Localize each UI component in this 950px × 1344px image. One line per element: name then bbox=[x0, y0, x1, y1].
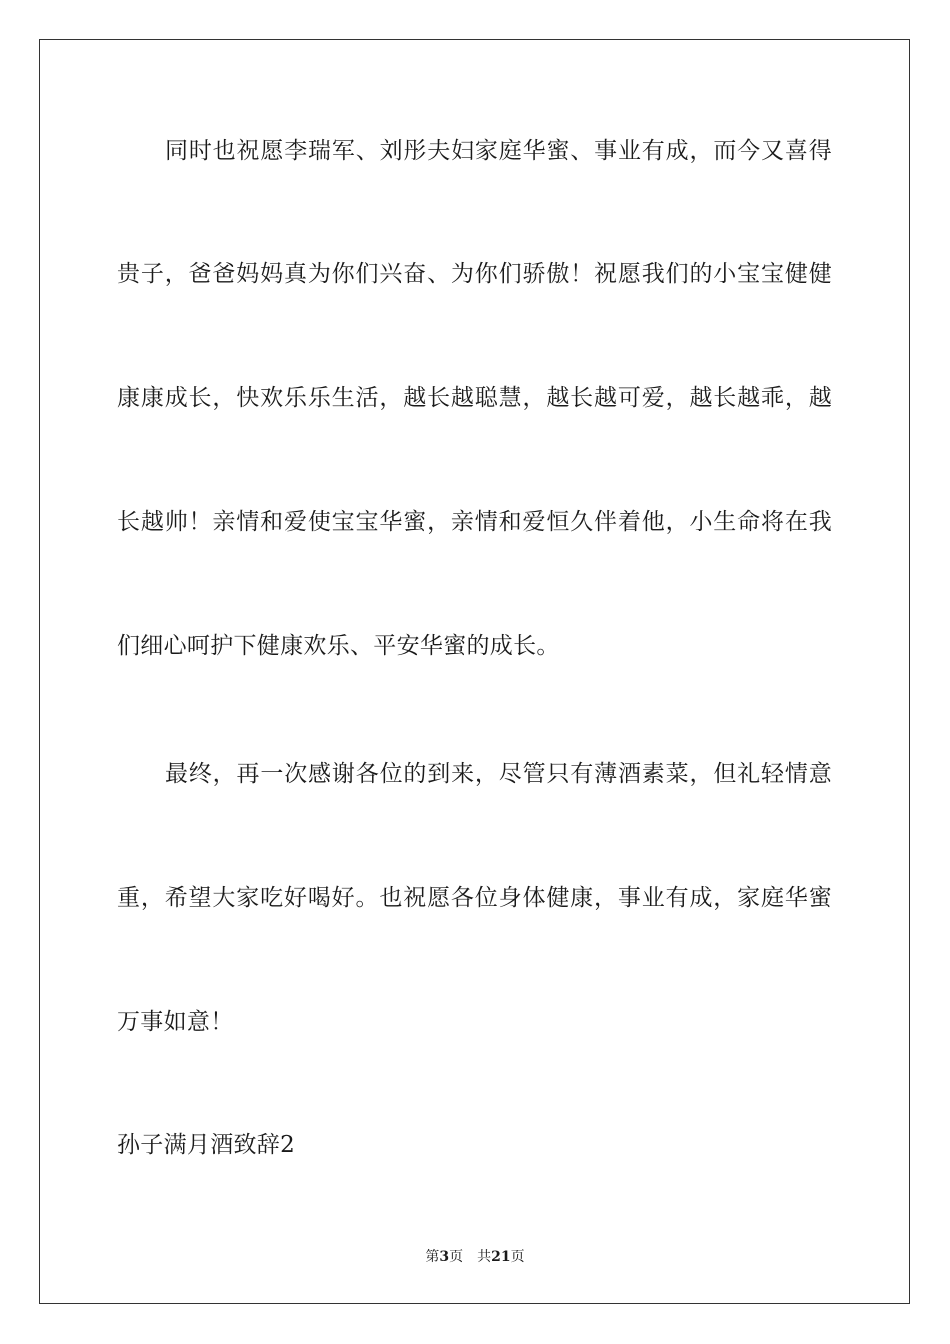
footer-page-suffix: 页 bbox=[449, 1249, 464, 1265]
page-footer bbox=[0, 1247, 950, 1267]
page-frame bbox=[39, 39, 910, 1304]
paragraph-1-line-1: 同时也祝愿李瑞军、刘彤夫妇家庭华蜜、事业有成，而今又喜得 bbox=[165, 138, 832, 164]
section-heading: 孙子满月酒致辞2 bbox=[117, 1132, 296, 1158]
footer-total-suffix: 页 bbox=[510, 1249, 525, 1265]
paragraph-2-line-2: 重，希望大家吃好喝好。也祝愿各位身体健康，事业有成，家庭华蜜 bbox=[117, 885, 832, 911]
footer-page-prefix: 第 bbox=[425, 1249, 440, 1265]
footer-total-prefix: 共 bbox=[477, 1249, 492, 1265]
footer-total-number: 21 bbox=[491, 1249, 511, 1265]
paragraph-1-line-2: 贵子，爸爸妈妈真为你们兴奋、为你们骄傲！祝愿我们的小宝宝健健 bbox=[117, 261, 832, 287]
footer-page-number: 3 bbox=[439, 1249, 450, 1265]
paragraph-1-line-4: 长越帅！亲情和爱使宝宝华蜜，亲情和爱恒久伴着他，小生命将在我 bbox=[117, 509, 832, 535]
paragraph-2-line-1: 最终，再一次感谢各位的到来，尽管只有薄酒素菜，但礼轻情意 bbox=[165, 761, 832, 787]
paragraph-2-line-3: 万事如意！ bbox=[117, 1009, 234, 1035]
paragraph-1-line-3: 康康成长，快欢乐乐生活，越长越聪慧，越长越可爱，越长越乖，越 bbox=[117, 385, 832, 411]
paragraph-1-line-5: 们细心呵护下健康欢乐、平安华蜜的成长。 bbox=[117, 633, 560, 659]
